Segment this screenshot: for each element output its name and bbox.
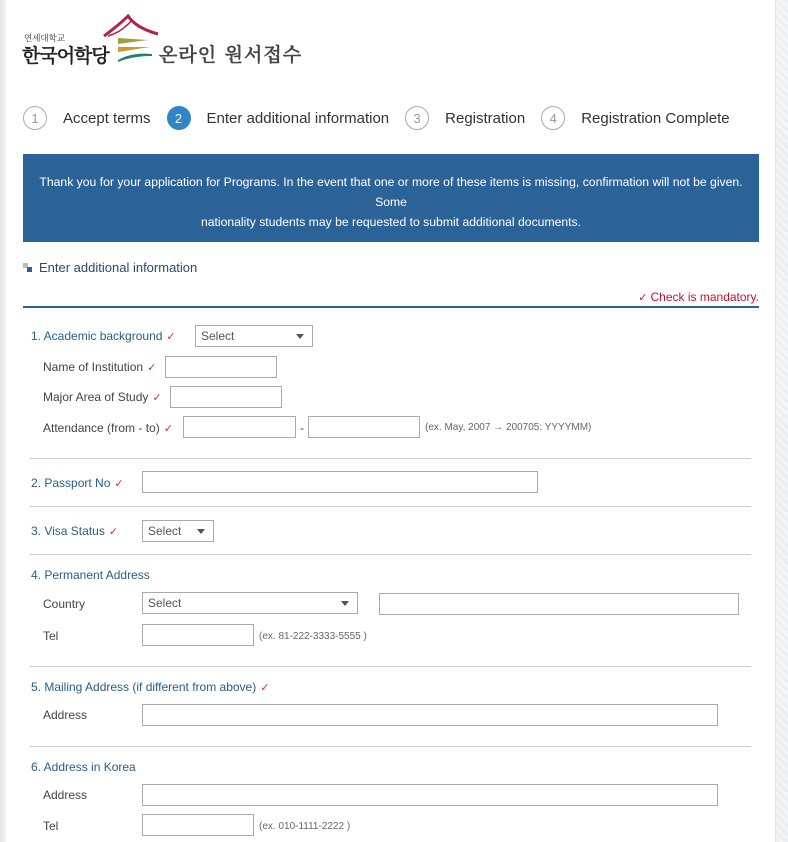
section-divider: [23, 306, 759, 308]
section-title: [23, 260, 197, 275]
section-title-text: Enter additional information: [39, 260, 198, 275]
check-icon: ✓: [163, 423, 173, 435]
step-label: Accept terms: [63, 109, 151, 127]
label-text: 2. Passport No: [31, 476, 111, 490]
step-accept-terms: [23, 106, 151, 130]
select-value: Select: [201, 329, 235, 343]
label-text: 1. Academic background: [31, 329, 163, 343]
label-text: Major Area of Study: [43, 390, 149, 404]
check-icon: ✓: [147, 362, 157, 374]
progress-steps: [23, 106, 746, 130]
check-icon: ✓: [166, 331, 176, 343]
logo-university-text: 연세대학교: [24, 34, 66, 44]
step-label: Registration: [445, 109, 526, 127]
label-text: 5. Mailing Address (if different from above): [31, 680, 257, 694]
step-label: Enter additional information: [206, 109, 390, 127]
step-number: 4: [541, 106, 565, 130]
permanent-address-input[interactable]: [379, 593, 739, 615]
permanent-tel-input[interactable]: [142, 624, 254, 646]
row-divider: [30, 458, 751, 459]
passport-input[interactable]: [142, 471, 538, 493]
academic-background-select[interactable]: [195, 325, 313, 347]
dropdown-arrow-icon: [341, 601, 349, 606]
step-number: 1: [23, 106, 47, 130]
mailing-address-label: [31, 680, 269, 694]
institution-input[interactable]: [165, 356, 277, 378]
permanent-tel-label: Tel: [43, 629, 59, 643]
country-label: Country: [43, 597, 86, 611]
attendance-from-input[interactable]: [183, 416, 296, 438]
check-icon: ✓: [152, 392, 162, 404]
step-enter-info: [167, 106, 390, 130]
label-text: Attendance (from - to): [43, 421, 160, 435]
dropdown-arrow-icon: [296, 334, 304, 339]
mandatory-note-text: Check is mandatory.: [650, 290, 759, 304]
logo-mark-icon: [102, 14, 162, 66]
country-select[interactable]: [142, 592, 358, 614]
institution-label: [43, 360, 156, 374]
banner-line-2: nationality students may be requested to submit additional documents.: [200, 215, 582, 229]
check-icon: ✓: [638, 292, 648, 304]
logo[interactable]: [22, 14, 157, 66]
step-number: 3: [405, 106, 429, 130]
select-value: Select: [148, 524, 182, 538]
row-divider: [30, 506, 751, 507]
visa-status-label: [31, 524, 118, 538]
korea-tel-label: Tel: [43, 819, 59, 833]
info-banner: [23, 154, 759, 242]
attendance-hint: (ex. May, 2007 → 200705: YYYYMM): [425, 422, 592, 433]
permanent-address-label: 4. Permanent Address: [31, 568, 150, 582]
visa-status-select[interactable]: [142, 520, 214, 542]
page-title: 온라인 원서접수: [159, 44, 303, 66]
select-value: Select: [148, 596, 182, 610]
right-scroll-edge: [775, 0, 788, 842]
logo-institute-text: 한국어학당: [22, 45, 109, 67]
major-input[interactable]: [170, 386, 282, 408]
check-icon: ✓: [114, 478, 124, 490]
academic-background-label: [31, 329, 176, 343]
major-label: [43, 390, 162, 404]
attendance-separator: -: [300, 421, 304, 435]
permanent-tel-hint: (ex. 81-222-3333-5555 ): [259, 631, 367, 642]
korea-address-input[interactable]: [142, 784, 718, 806]
check-icon: ✓: [108, 526, 119, 538]
row-divider: [30, 746, 751, 747]
page: [6, 0, 775, 842]
dropdown-arrow-icon: [197, 529, 205, 534]
passport-label: [31, 476, 124, 490]
label-text: 3. Visa Status: [31, 524, 105, 538]
banner-line-1: Thank you for your application for Programs. In the event that one or more of these items is missing, confirmation will not be given. Some: [39, 175, 743, 209]
mailing-address-field-label: Address: [43, 708, 88, 722]
attendance-to-input[interactable]: [308, 416, 420, 438]
row-divider: [30, 554, 751, 555]
mandatory-note: [634, 290, 759, 304]
mailing-address-input[interactable]: [142, 704, 718, 726]
label-text: Name of Institution: [43, 360, 144, 374]
step-label: Registration Complete: [581, 109, 730, 127]
step-registration: [405, 106, 525, 130]
korea-address-field-label: Address: [43, 788, 88, 802]
step-number: 2: [167, 106, 191, 130]
step-registration-complete: [541, 106, 729, 130]
attendance-label: [43, 421, 173, 435]
bullet-square-icon: [23, 263, 33, 273]
korea-tel-input[interactable]: [142, 814, 254, 836]
korea-address-label: 6. Address in Korea: [31, 760, 136, 774]
check-icon: ✓: [260, 682, 270, 694]
row-divider: [30, 666, 751, 667]
korea-tel-hint: (ex. 010-1111-2222 ): [259, 821, 351, 832]
